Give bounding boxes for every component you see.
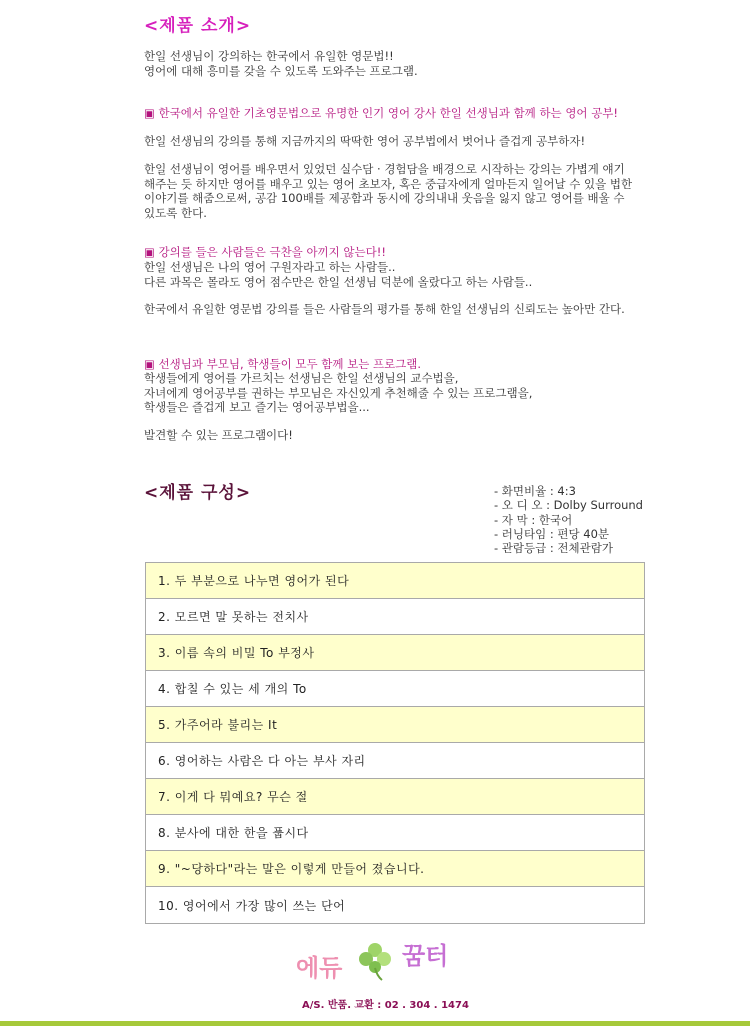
episode-row: 7. 이게 다 뭐예요? 무슨 절 [146, 779, 644, 815]
spec-runtime: - 러닝타임 : 편당 40분 [494, 526, 610, 541]
block3-body1c: 학생들은 즐겁게 보고 즐기는 영어공부법을... [144, 400, 370, 414]
block3-body1b: 자녀에게 영어공부를 권하는 부모님은 자신있게 추천해줄 수 있는 프로그램을, [144, 386, 533, 400]
episode-row: 2. 모르면 말 못하는 전치사 [146, 599, 644, 635]
customer-service-phone: A/S. 반품. 교환 : 02 . 304 . 1474 [302, 1000, 469, 1011]
episode-row: 8. 분사에 대한 한을 풉시다 [146, 815, 644, 851]
block2-body1b: 다른 과목은 몰라도 영어 점수만은 한일 선생님 덕분에 올랐다고 하는 사람들.. [144, 275, 533, 289]
intro-lead-2: 영어에 대해 흥미를 갖을 수 있도록 도와주는 프로그램. [144, 64, 418, 78]
block3-body2: 발견할 수 있는 프로그램이다! [144, 428, 293, 442]
episode-row: 5. 가주어라 불리는 It [146, 707, 644, 743]
intro-title: <제품 소개> [144, 16, 252, 36]
spec-audio: - 오 디 오 : Dolby Surround [494, 498, 643, 513]
block2-headline: ▣ 강의를 들은 사람들은 극찬을 아끼지 않는다!! [144, 245, 386, 259]
episode-row: 4. 합칠 수 있는 세 개의 To [146, 671, 644, 707]
spec-list [494, 484, 643, 555]
episode-row: 10. 영어에서 가장 많이 쓰는 단어 [146, 887, 644, 923]
composition-title: <제품 구성> [144, 483, 252, 503]
episode-table [145, 562, 645, 924]
logo-text-kkumteo: 꿈터 [402, 942, 449, 970]
spec-rating: - 관람등급 : 전체관람가 [494, 541, 613, 556]
block1-body2: 한일 선생님이 영어를 배우면서 있었던 실수담 · 경험담을 배경으로 시작하는 강의는 가볍게 얘기해주는 듯 하지만 영어를 배우고 있는 영어 초보자, 혹은 중급자에게 얼마든지 일어날 수 있을 법한 이야기를 해줌으로써, 공감 100배를 제공함과 동시에 강의내내 웃음을 잃지 않고 영어를 배울 수 있도록 한다. [144, 162, 633, 220]
block2-body2: 한국에서 유일한 영문법 강의를 들은 사람들의 평가를 통해 한일 선생님의 신뢰도는 높아만 간다. [144, 302, 625, 316]
logo-text-edu: 에듀 [296, 954, 343, 982]
episode-row: 1. 두 부분으로 나누면 영어가 된다 [146, 563, 644, 599]
episode-row: 9. "~당하다"라는 말은 이렇게 만들어 졌습니다. [146, 851, 644, 887]
spec-aspect: - 화면비율 : 4:3 [494, 484, 576, 498]
clover-icon [352, 940, 398, 982]
block1-body1: 한일 선생님의 강의를 통해 지금까지의 딱딱한 영어 공부법에서 벗어나 즐겁게 공부하자! [144, 134, 586, 148]
episode-row: 3. 이름 속의 비밀 To 부정사 [146, 635, 644, 671]
intro-lead-1: 한일 선생님이 강의하는 한국에서 유일한 영문법!! [144, 49, 394, 63]
block1-headline: ▣ 한국에서 유일한 기초영문법으로 유명한 인기 영어 강사 한일 선생님과 함께 하는 영어 공부! [144, 106, 619, 120]
episode-row: 6. 영어하는 사람은 다 아는 부사 자리 [146, 743, 644, 779]
bottom-divider [0, 1021, 750, 1026]
block3-body1: 학생들에게 영어를 가르치는 선생님은 한일 선생님의 교수법을, [144, 371, 459, 385]
block2-body1: 한일 선생님은 나의 영어 구원자라고 하는 사람들.. [144, 260, 396, 274]
block3-headline: ▣ 선생님과 부모님, 학생들이 모두 함께 보는 프로그램. [144, 357, 422, 371]
spec-subtitle: - 자 막 : 한국어 [494, 512, 573, 527]
